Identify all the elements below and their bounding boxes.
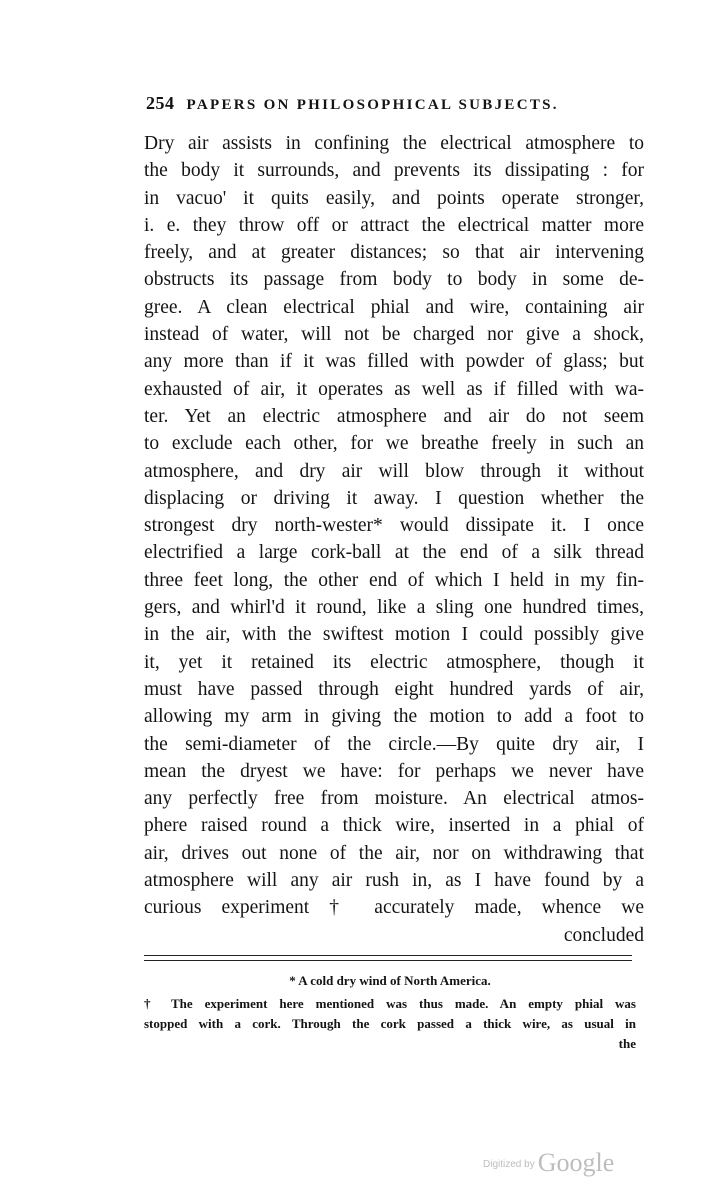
digitization-watermark — [483, 1148, 614, 1178]
text-line: it, yet it retained its electric atmosphere, though it — [144, 651, 644, 673]
running-head — [146, 93, 596, 114]
text-line: ter. Yet an electric atmosphere and air do not seem — [144, 405, 644, 427]
text-line: gree. A clean electrical phial and wire, containing air — [144, 296, 644, 318]
text-line: freely, and at greater distances; so that air intervening — [144, 242, 644, 264]
text-line: phere raised round a thick wire, inserted in a phial of — [144, 815, 644, 837]
footnote-catchword: the — [618, 1036, 636, 1051]
text-line: three feet long, the other end of which I held in my fin- — [144, 569, 644, 591]
text-line: i. e. they throw off or attract the electrical matter more — [144, 214, 644, 236]
text-line: obstructs its passage from body to body in some de- — [144, 269, 644, 291]
watermark-prefix: Digitized by — [483, 1159, 535, 1170]
text-line: to exclude each other, for we breathe freely in such an — [144, 433, 644, 455]
footnote-dagger-line: stopped with a cork. Through the cork passed a thick wire, as usual in — [144, 1016, 636, 1031]
footnote-dagger-line: † The experiment here mentioned was thus made. An empty phial was — [144, 996, 636, 1011]
text-line: must have passed through eight hundred yards of air, — [144, 678, 644, 700]
catchword: concluded — [563, 924, 644, 946]
text-line: atmosphere will any air rush in, as I have found by a — [144, 870, 644, 892]
footnote-rule — [144, 955, 632, 956]
text-line: exhausted of air, it operates as well as if filled with wa- — [144, 378, 644, 400]
text-line: displacing or driving it away. I question whether the — [144, 487, 644, 509]
text-line: allowing my arm in giving the motion to add a foot to — [144, 706, 644, 728]
text-line: any more than if it was filled with powder of glass; but — [144, 351, 644, 373]
text-line: in the air, with the swiftest motion I could possibly give — [144, 624, 644, 646]
text-line: instead of water, will not be charged nor give a shock, — [144, 324, 644, 346]
text-line: atmosphere, and dry air will blow through it without — [144, 460, 644, 482]
text-line: Dry air assists in confining the electrical atmosphere to — [144, 133, 644, 154]
text-line: the body it surrounds, and prevents its dissipating : for — [144, 160, 644, 182]
footnote-rule-double — [144, 960, 632, 961]
text-line: gers, and whirl'd it round, like a sling one hundred times, — [144, 597, 644, 619]
text-line: strongest dry north-wester* would dissipate it. I once — [144, 515, 644, 537]
footnote-asterisk: * A cold dry wind of North America. — [289, 973, 491, 988]
text-line: mean the dryest we have: for perhaps we never have — [144, 760, 644, 782]
running-title: PAPERS ON PHILOSOPHICAL SUBJECTS. — [186, 97, 559, 113]
text-line: air, drives out none of the air, nor on withdrawing that — [144, 842, 644, 864]
text-line: the semi-diameter of the circle.—By quite dry air, I — [144, 733, 644, 755]
footnotes — [144, 968, 636, 1054]
text-line: any perfectly free from moisture. An electrical atmos- — [144, 788, 644, 810]
body-text — [144, 130, 644, 949]
text-line: in vacuo' it quits easily, and points operate stronger, — [144, 187, 644, 209]
google-logo: Google — [537, 1148, 615, 1177]
text-line: curious experiment † accurately made, whence we — [144, 897, 644, 919]
page-number: 254 — [146, 93, 175, 113]
text-line: electrified a large cork-ball at the end of a silk thread — [144, 542, 644, 564]
